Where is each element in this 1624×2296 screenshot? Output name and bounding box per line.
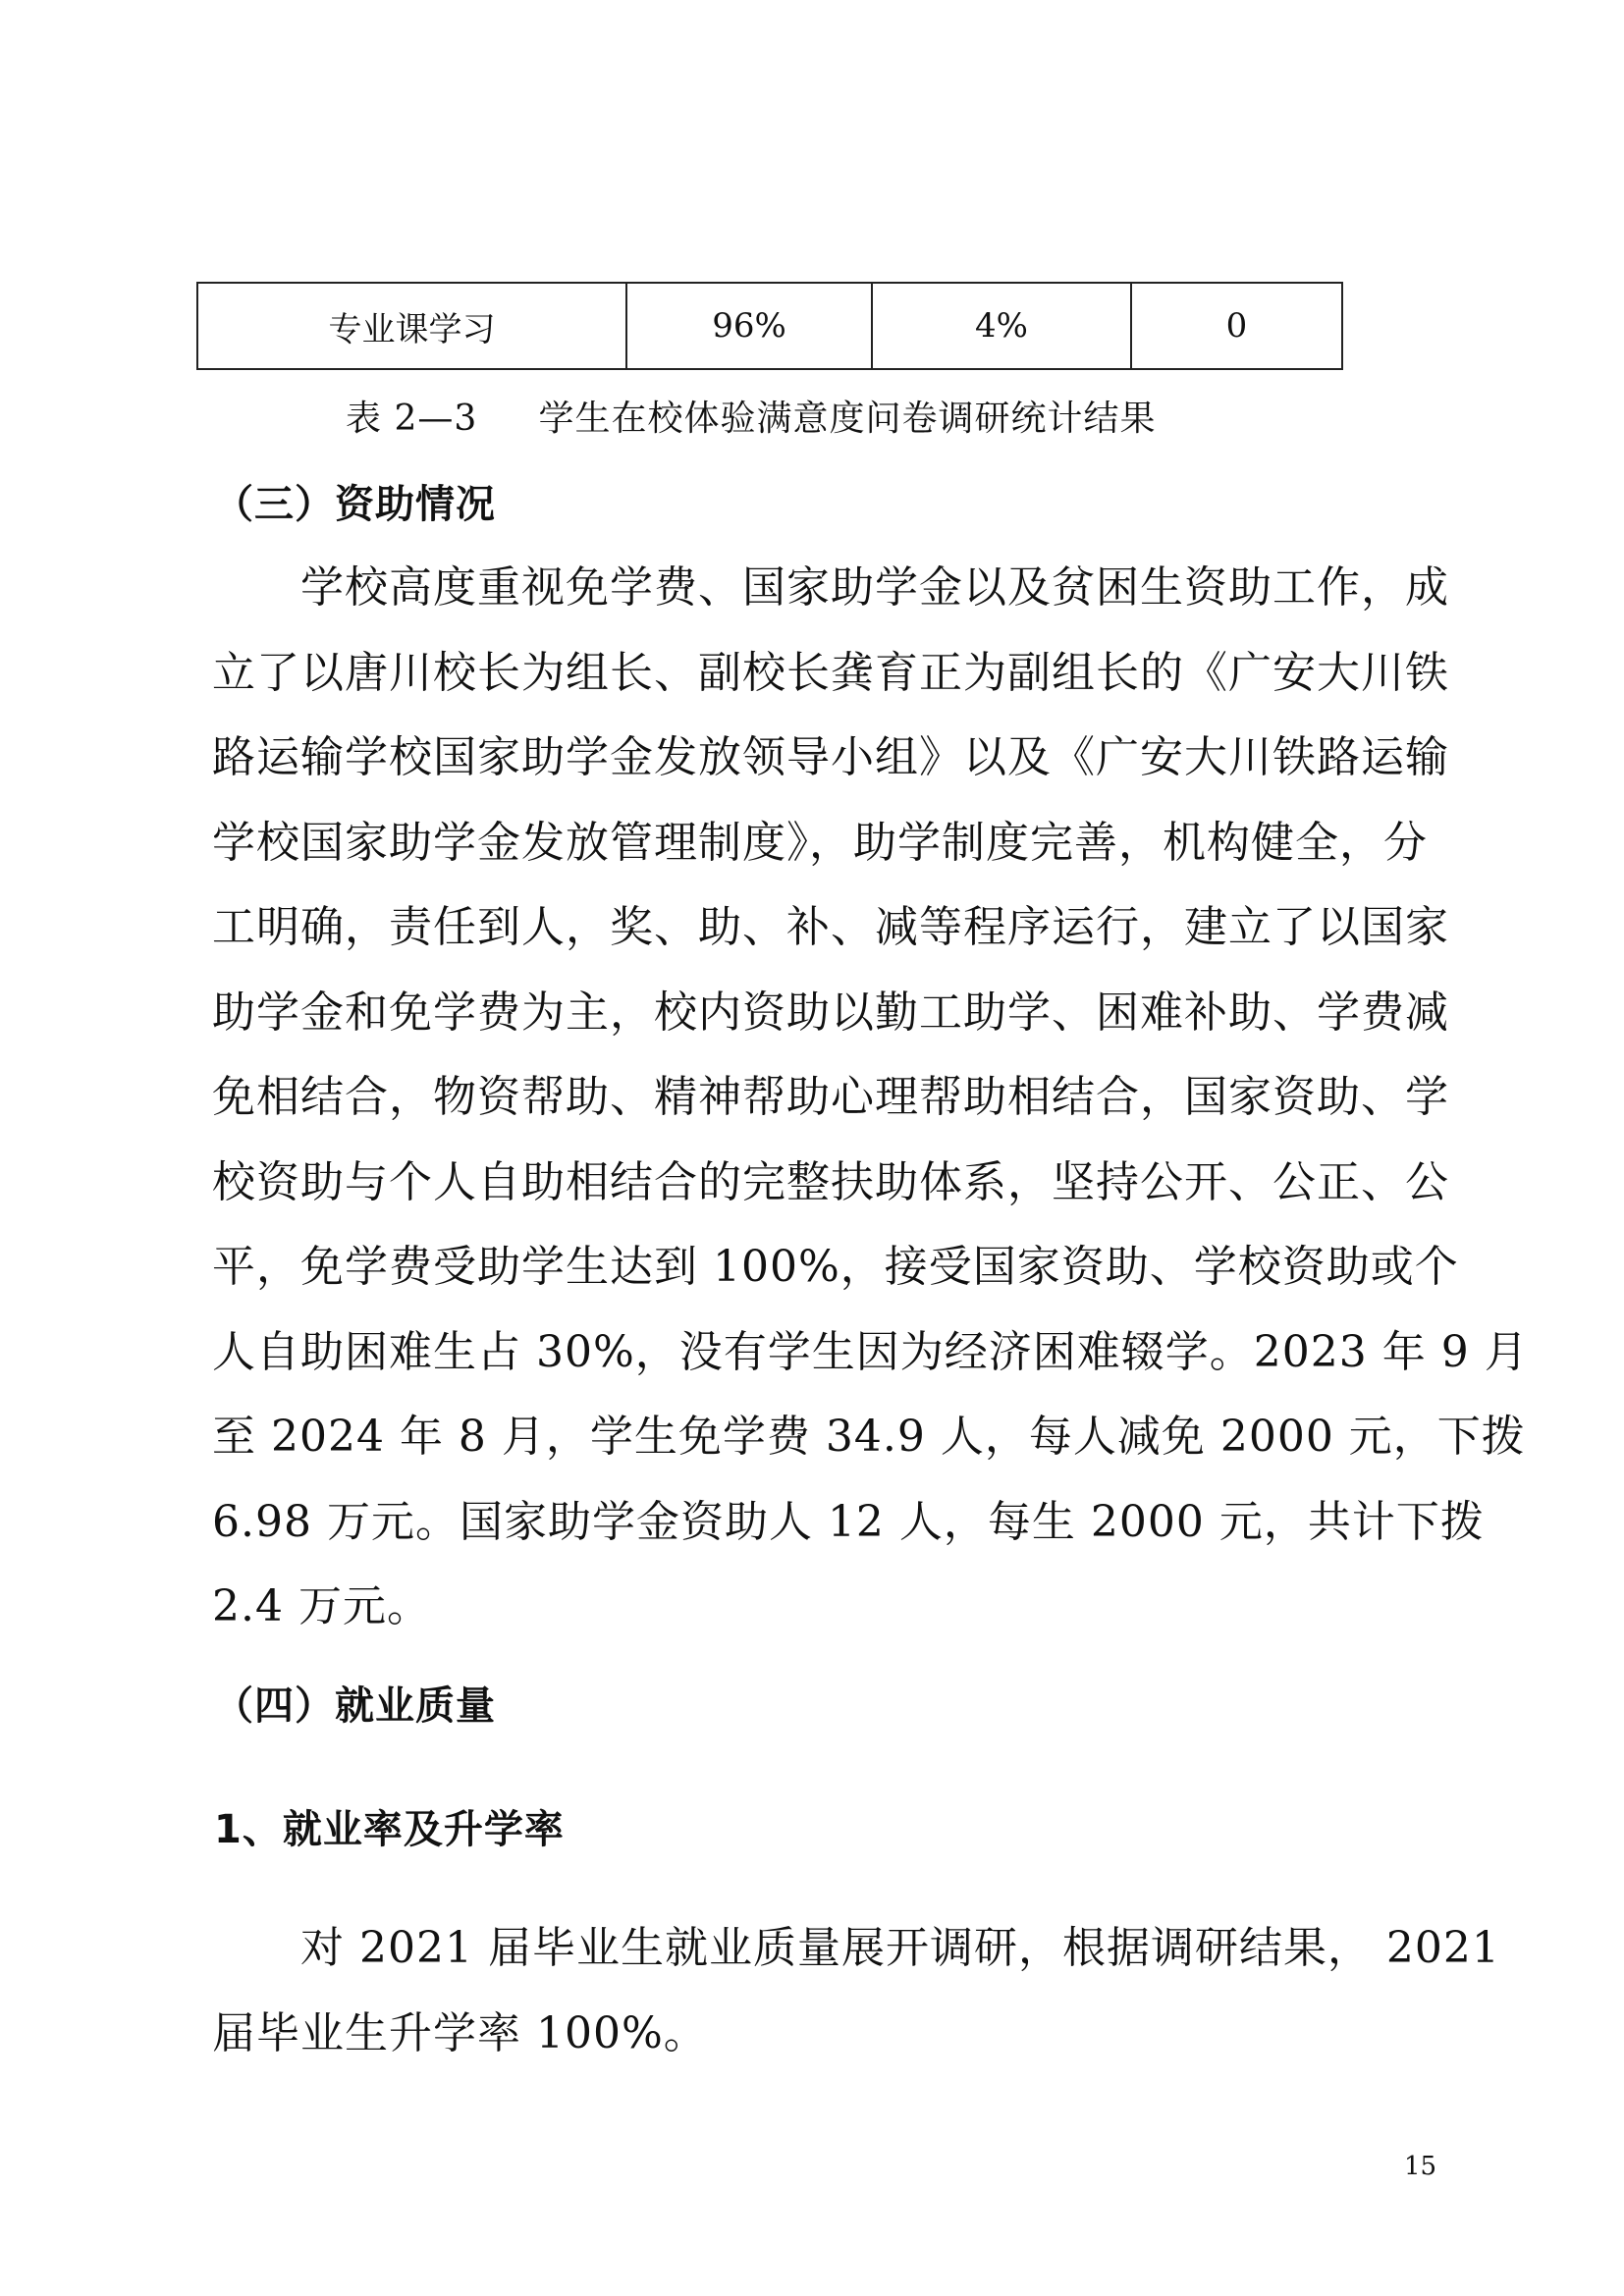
- section-heading-employment: （四）就业质量: [214, 1683, 496, 1729]
- paragraph-line: 平，免学费受助学生达到 100%，接受国家资助、学校资助或个: [212, 1242, 1459, 1292]
- table-cell-unsatisfied: 0: [1131, 283, 1342, 369]
- table-cell-neutral: 4%: [872, 283, 1131, 369]
- paragraph-line: 免相结合，物资帮助、精神帮助心理帮助相结合，国家资助、学: [212, 1072, 1449, 1122]
- paragraph-line: 学校国家助学金发放管理制度》，助学制度完善，机构健全，分: [212, 817, 1428, 868]
- paragraph-line: 助学金和免学费为主，校内资助以勤工助学、困难补助、学费减: [212, 987, 1449, 1038]
- paragraph-line: 至 2024 年 8 月，学生免学费 34.9 人，每人减免 2000 元，下拨: [212, 1412, 1526, 1462]
- table-caption: 表 2—3 学生在校体验满意度问卷调研统计结果: [346, 399, 1157, 439]
- paragraph-employment: [212, 1906, 1500, 2076]
- paragraph-funding: [212, 546, 1529, 1650]
- paragraph-line: 路运输学校国家助学金发放领导小组》以及《广安大川铁路运输: [212, 732, 1449, 782]
- paragraph-line: 届毕业生升学率 100%。: [212, 2007, 708, 2058]
- paragraph-line: 2.4 万元。: [212, 1581, 431, 1631]
- subheading-employment-rate: 1、就业率及升学率: [214, 1807, 565, 1852]
- paragraph-line: 立了以唐川校长为组长、副校长龚育正为副组长的《广安大川铁: [212, 647, 1449, 698]
- paragraph-line: 6.98 万元。国家助学金资助人 12 人，每生 2000 元，共计下拨: [212, 1496, 1485, 1547]
- table-cell-satisfied: 96%: [626, 283, 872, 369]
- paragraph-line: 工明确，责任到人，奖、助、补、减等程序运行，建立了以国家: [212, 902, 1449, 952]
- page-number: 15: [1404, 2152, 1437, 2181]
- paragraph-line: 人自助困难生占 30%，没有学生因为经济困难辍学。2023 年 9 月: [212, 1326, 1529, 1377]
- paragraph-line: 校资助与个人自助相结合的完整扶助体系，坚持公开、公正、公: [212, 1156, 1449, 1207]
- paragraph-line: 对 2021 届毕业生就业质量展开调研，根据调研结果， 2021: [212, 1923, 1500, 1973]
- table-cell-item: 专业课学习: [197, 283, 626, 369]
- paragraph-line: 学校高度重视免学费、国家助学金以及贫困生资助工作，成: [212, 562, 1449, 613]
- table-row: [197, 283, 1342, 369]
- survey-table: [196, 282, 1343, 370]
- section-heading-funding: （三）资助情况: [214, 482, 496, 527]
